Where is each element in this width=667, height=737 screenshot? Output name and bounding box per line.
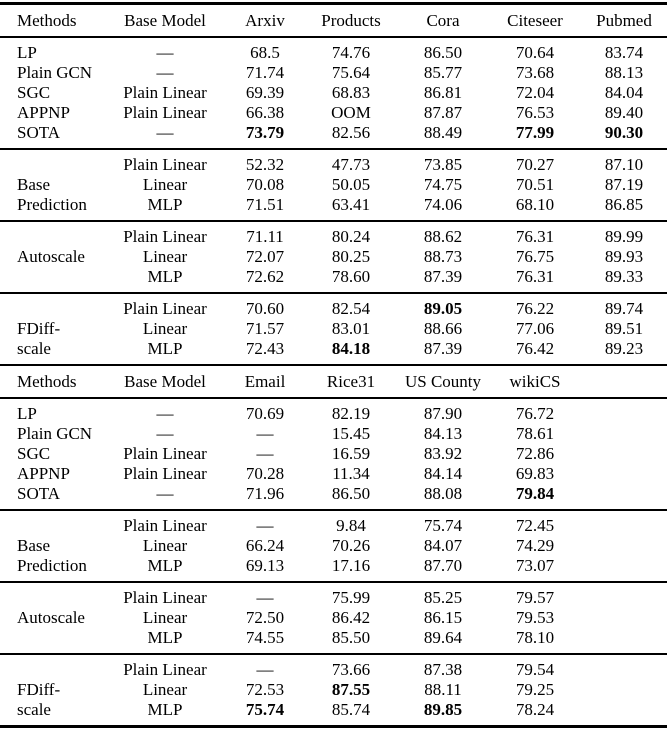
base-model-cell: Plain Linear [123, 155, 207, 174]
value-cell: 70.64 [515, 43, 555, 62]
value-cell: 78.60 [331, 267, 371, 286]
value-cell: 73.66 [331, 660, 371, 679]
value-cell: 76.75 [515, 247, 555, 266]
method-cell: Prediction [17, 195, 87, 214]
value-cell: 71.11 [246, 227, 284, 246]
base-model-cell: Plain Linear [123, 464, 207, 483]
value-cell: — [256, 444, 274, 463]
value-cell: 78.61 [515, 424, 555, 443]
value-cell: 89.33 [604, 267, 644, 286]
value-cell: 87.70 [423, 556, 463, 575]
base-model-cell: — [156, 43, 174, 62]
value-cell: 72.45 [515, 516, 555, 535]
table-row [0, 424, 667, 444]
value-cell: 76.31 [515, 227, 555, 246]
row-group [0, 294, 667, 364]
value-cell: 87.10 [604, 155, 644, 174]
method-cell: Autoscale [17, 608, 85, 627]
value-cell: 74.76 [331, 43, 371, 62]
base-model-cell: — [156, 404, 174, 423]
value-cell: 79.53 [515, 608, 555, 627]
value-cell: 68.5 [250, 43, 280, 62]
header-cell: Methods [17, 371, 77, 391]
table-row [0, 319, 667, 339]
value-cell: 73.68 [515, 63, 555, 82]
row-group [0, 222, 667, 292]
value-cell: 88.08 [423, 484, 463, 503]
value-cell: 70.60 [245, 299, 285, 318]
value-cell: — [256, 588, 274, 607]
value-cell: 70.26 [331, 536, 371, 555]
base-model-cell: Linear [142, 608, 188, 627]
value-cell: 87.55 [331, 680, 371, 699]
value-cell: 82.56 [331, 123, 371, 142]
value-cell: 87.38 [423, 660, 463, 679]
value-cell: 87.39 [423, 267, 463, 286]
value-cell: 76.42 [515, 339, 555, 358]
value-cell: 76.53 [515, 103, 555, 122]
value-cell: 73.85 [423, 155, 463, 174]
value-cell: 86.42 [331, 608, 371, 627]
value-cell: 66.24 [245, 536, 285, 555]
table-row [0, 660, 667, 680]
value-cell: — [256, 424, 274, 443]
value-cell: 77.06 [515, 319, 555, 338]
base-model-cell: MLP [147, 195, 183, 214]
value-cell: 74.75 [423, 175, 463, 194]
method-cell: FDiff- [17, 319, 61, 338]
table-row [0, 464, 667, 484]
value-cell: 89.05 [423, 299, 463, 318]
table-row [0, 516, 667, 536]
method-cell: SGC [17, 444, 51, 463]
value-cell: 71.96 [245, 484, 285, 503]
value-cell: 88.11 [424, 680, 462, 699]
header-cell: Base Model [124, 10, 206, 30]
header-cell: US County [404, 371, 482, 391]
value-cell: 15.45 [331, 424, 371, 443]
table-row [0, 484, 667, 504]
base-model-cell: Linear [142, 680, 188, 699]
value-cell: 11.34 [332, 464, 370, 483]
value-cell: — [256, 660, 274, 679]
value-cell: 89.74 [604, 299, 644, 318]
value-cell: 17.16 [331, 556, 371, 575]
value-cell: 72.86 [515, 444, 555, 463]
base-model-cell: — [156, 424, 174, 443]
base-model-cell: — [156, 123, 174, 142]
method-cell: Plain GCN [17, 63, 93, 82]
table-row [0, 588, 667, 608]
value-cell: 72.07 [245, 247, 285, 266]
table-row [0, 175, 667, 195]
value-cell: 63.41 [331, 195, 371, 214]
value-cell: 70.08 [245, 175, 285, 194]
value-cell: 16.59 [331, 444, 371, 463]
value-cell: 72.53 [245, 680, 285, 699]
value-cell: 84.14 [423, 464, 463, 483]
value-cell: 86.50 [331, 484, 371, 503]
row-group [0, 399, 667, 509]
table-row [0, 444, 667, 464]
value-cell: 69.39 [245, 83, 285, 102]
base-model-cell: Linear [142, 536, 188, 555]
value-cell: 70.27 [515, 155, 555, 174]
value-cell: 78.24 [515, 700, 555, 719]
value-cell: 80.25 [331, 247, 371, 266]
base-model-cell: Plain Linear [123, 516, 207, 535]
value-cell: 88.62 [423, 227, 463, 246]
horizontal-rule [0, 725, 667, 728]
row-group [0, 655, 667, 725]
row-group [0, 511, 667, 581]
value-cell: 76.22 [515, 299, 555, 318]
base-model-cell: Plain Linear [123, 227, 207, 246]
value-cell: 88.73 [423, 247, 463, 266]
value-cell: 72.62 [245, 267, 285, 286]
value-cell: 77.99 [515, 123, 555, 142]
table-row [0, 195, 667, 215]
value-cell: 50.05 [331, 175, 371, 194]
value-cell: 86.81 [423, 83, 463, 102]
method-cell: FDiff- [17, 680, 61, 699]
value-cell: 83.74 [604, 43, 644, 62]
base-model-cell: Linear [142, 175, 188, 194]
value-cell: 70.28 [245, 464, 285, 483]
method-cell: Base [17, 175, 51, 194]
value-cell: 89.40 [604, 103, 644, 122]
method-cell: APPNP [17, 103, 70, 122]
base-model-cell: MLP [147, 700, 183, 719]
value-cell: 79.84 [515, 484, 555, 503]
method-cell: Prediction [17, 556, 87, 575]
value-cell: 74.06 [423, 195, 463, 214]
value-cell: 75.74 [423, 516, 463, 535]
header-cell: Cora [426, 10, 460, 30]
table-row [0, 123, 667, 143]
value-cell: 66.38 [245, 103, 285, 122]
value-cell: 82.19 [331, 404, 371, 423]
value-cell: 89.51 [604, 319, 644, 338]
value-cell: 73.79 [245, 123, 285, 142]
table-row [0, 628, 667, 648]
method-cell: SOTA [17, 123, 61, 142]
value-cell: 76.31 [515, 267, 555, 286]
value-cell: 90.30 [604, 123, 644, 142]
value-cell: 85.74 [331, 700, 371, 719]
method-cell: Base [17, 536, 51, 555]
table-header-row [0, 5, 667, 36]
table-row [0, 247, 667, 267]
value-cell: 71.74 [245, 63, 285, 82]
value-cell: 83.92 [423, 444, 463, 463]
table-row [0, 680, 667, 700]
value-cell: 72.43 [245, 339, 285, 358]
table-row [0, 556, 667, 576]
value-cell: 89.93 [604, 247, 644, 266]
table-row [0, 299, 667, 319]
value-cell: 69.83 [515, 464, 555, 483]
base-model-cell: — [156, 63, 174, 82]
header-cell: Base Model [124, 371, 206, 391]
header-cell: Citeseer [507, 10, 563, 30]
value-cell: 9.84 [336, 516, 366, 535]
base-model-cell: Plain Linear [123, 444, 207, 463]
value-cell: 52.32 [245, 155, 285, 174]
table-row [0, 103, 667, 123]
header-cell: Products [321, 10, 381, 30]
value-cell: 71.57 [245, 319, 285, 338]
table-row [0, 83, 667, 103]
value-cell: 86.15 [423, 608, 463, 627]
value-cell: 89.23 [604, 339, 644, 358]
value-cell: 87.39 [423, 339, 463, 358]
base-model-cell: Plain Linear [123, 103, 207, 122]
value-cell: 89.99 [604, 227, 644, 246]
value-cell: 75.99 [331, 588, 371, 607]
base-model-cell: — [156, 484, 174, 503]
base-model-cell: Linear [142, 247, 188, 266]
table-row [0, 536, 667, 556]
value-cell: — [256, 516, 274, 535]
value-cell: 75.64 [331, 63, 371, 82]
value-cell: 68.10 [515, 195, 555, 214]
value-cell: 84.13 [423, 424, 463, 443]
value-cell: 87.90 [423, 404, 463, 423]
table-header-row [0, 366, 667, 397]
value-cell: 69.13 [245, 556, 285, 575]
value-cell: 88.49 [423, 123, 463, 142]
value-cell: 74.29 [515, 536, 555, 555]
base-model-cell: MLP [147, 267, 183, 286]
value-cell: 70.69 [245, 404, 285, 423]
value-cell: 84.07 [423, 536, 463, 555]
value-cell: 74.55 [245, 628, 285, 647]
value-cell: 72.50 [245, 608, 285, 627]
value-cell: 79.54 [515, 660, 555, 679]
method-cell: SGC [17, 83, 51, 102]
table-row [0, 404, 667, 424]
value-cell: OOM [331, 103, 371, 122]
value-cell: 84.18 [331, 339, 371, 358]
value-cell: 76.72 [515, 404, 555, 423]
value-cell: 85.77 [423, 63, 463, 82]
value-cell: 82.54 [331, 299, 371, 318]
header-cell: Email [244, 371, 286, 391]
method-cell: scale [17, 700, 51, 719]
method-cell: LP [17, 404, 37, 423]
row-group [0, 150, 667, 220]
value-cell: 70.51 [515, 175, 555, 194]
table-row [0, 43, 667, 63]
value-cell: 89.85 [423, 700, 463, 719]
base-model-cell: Plain Linear [123, 83, 207, 102]
value-cell: 86.85 [604, 195, 644, 214]
value-cell: 86.50 [423, 43, 463, 62]
method-cell: LP [17, 43, 37, 62]
value-cell: 71.51 [245, 195, 285, 214]
base-model-cell: MLP [147, 556, 183, 575]
table-row [0, 227, 667, 247]
method-cell: APPNP [17, 464, 70, 483]
value-cell: 78.10 [515, 628, 555, 647]
table-row [0, 267, 667, 287]
value-cell: 79.25 [515, 680, 555, 699]
method-cell: Plain GCN [17, 424, 93, 443]
header-cell: Pubmed [596, 10, 652, 30]
table-row [0, 339, 667, 359]
method-cell: Autoscale [17, 247, 85, 266]
table-row [0, 700, 667, 720]
row-group [0, 583, 667, 653]
base-model-cell: Linear [142, 319, 188, 338]
header-cell: Methods [17, 10, 77, 30]
value-cell: 83.01 [331, 319, 371, 338]
header-cell: Arxiv [245, 10, 285, 30]
method-cell: SOTA [17, 484, 61, 503]
base-model-cell: Plain Linear [123, 588, 207, 607]
value-cell: 88.13 [604, 63, 644, 82]
value-cell: 47.73 [331, 155, 371, 174]
base-model-cell: Plain Linear [123, 660, 207, 679]
header-cell: Rice31 [326, 371, 376, 391]
value-cell: 88.66 [423, 319, 463, 338]
base-model-cell: MLP [147, 628, 183, 647]
value-cell: 84.04 [604, 83, 644, 102]
table-row [0, 608, 667, 628]
base-model-cell: Plain Linear [123, 299, 207, 318]
table-row [0, 155, 667, 175]
value-cell: 89.64 [423, 628, 463, 647]
table-row [0, 63, 667, 83]
method-cell: scale [17, 339, 51, 358]
value-cell: 87.19 [604, 175, 644, 194]
header-cell: wikiCS [509, 371, 561, 391]
value-cell: 72.04 [515, 83, 555, 102]
value-cell: 73.07 [515, 556, 555, 575]
value-cell: 68.83 [331, 83, 371, 102]
base-model-cell: MLP [147, 339, 183, 358]
value-cell: 87.87 [423, 103, 463, 122]
value-cell: 85.25 [423, 588, 463, 607]
value-cell: 80.24 [331, 227, 371, 246]
value-cell: 75.74 [245, 700, 285, 719]
value-cell: 79.57 [515, 588, 555, 607]
row-group [0, 38, 667, 148]
value-cell: 85.50 [331, 628, 371, 647]
